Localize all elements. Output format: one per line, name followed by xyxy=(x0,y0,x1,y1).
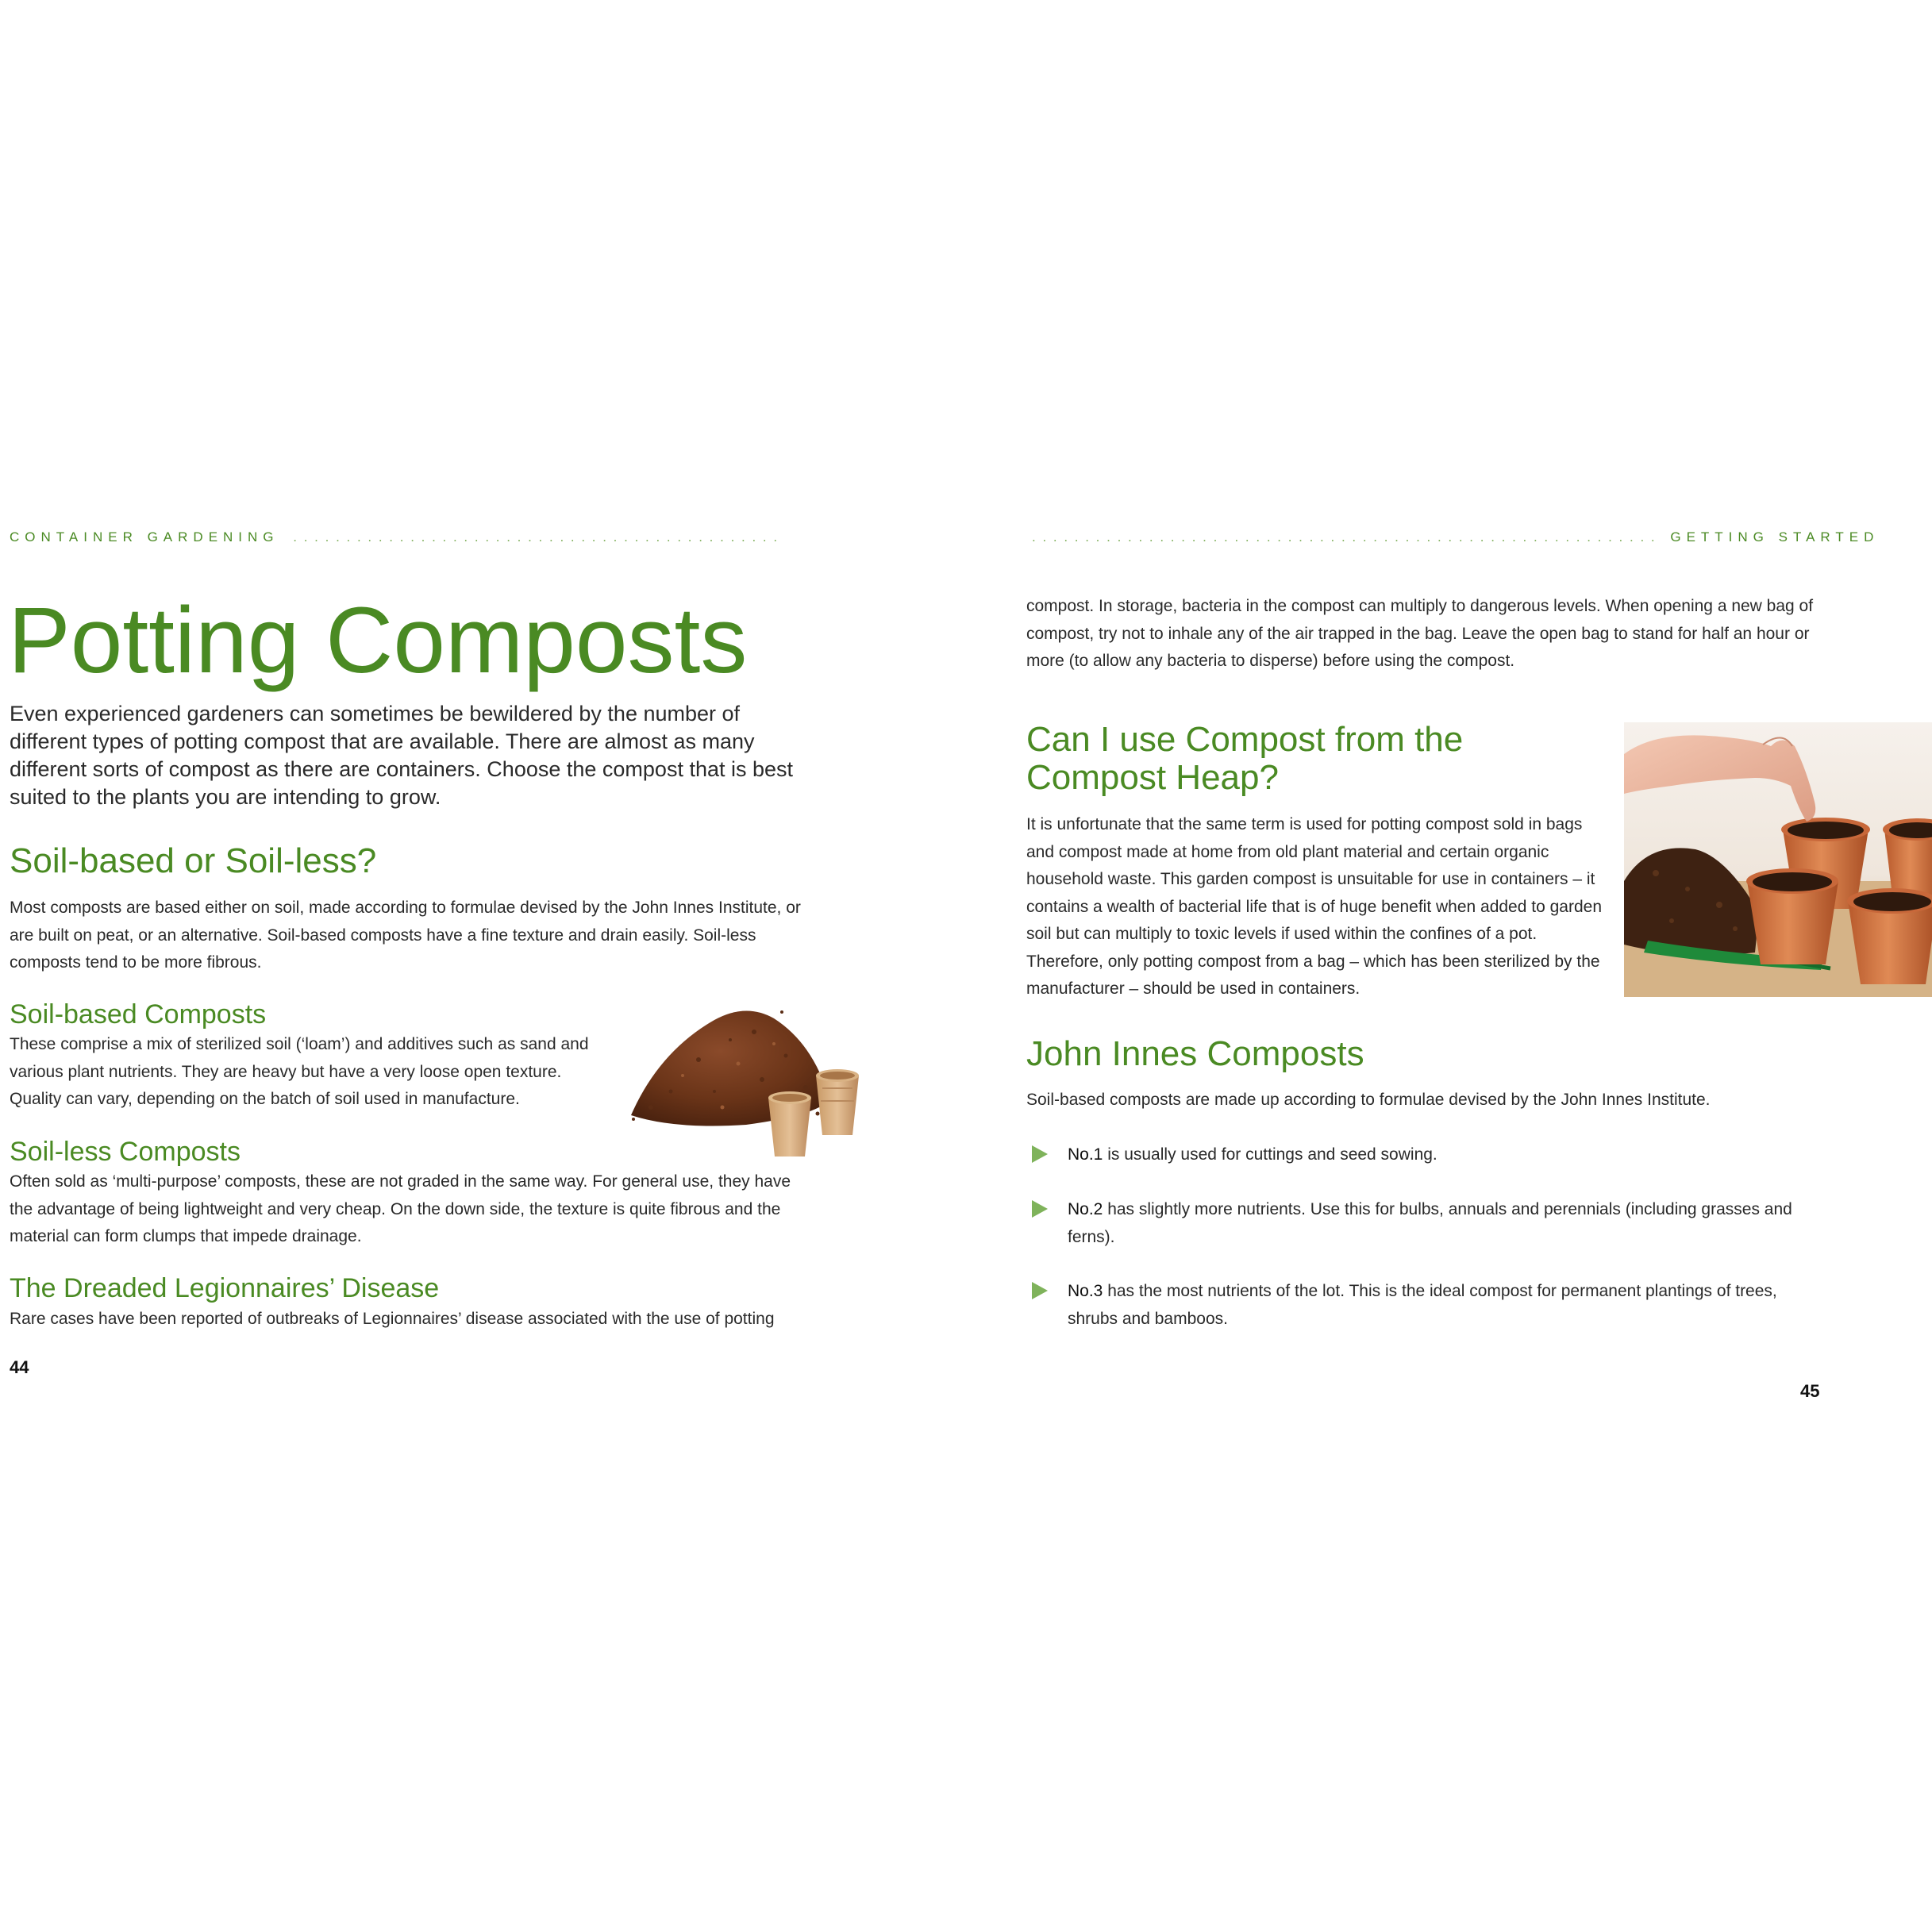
list-item-text xyxy=(1068,1196,1810,1251)
intro-paragraph: Even experienced gardeners can sometimes be bewildered by the number of different types of potting compost that are available. There are almost as many different sorts of compost as there are containers. Choose the compost that is best suited to the plants you are intending to grow. xyxy=(10,702,794,809)
list-item xyxy=(1032,1141,1810,1169)
paragraph-legionnaires-disease: Rare cases have been reported of outbreaks of Legionnaires’ disease associated with the use of potting xyxy=(10,1310,775,1328)
list-item-text xyxy=(1068,1141,1437,1169)
pots-image xyxy=(1624,722,1932,997)
heading-compost-heap-line2: Compost Heap? xyxy=(1026,758,1279,797)
heading-soil-based-composts: Soil-based Composts xyxy=(10,999,267,1030)
running-head-right-dots: . . . . . . . . . . . . . . . . . . . . . . . . . . . . . . . . . . . . . . . . . . . . . . . . . . . . . . . . . . . xyxy=(1032,529,1657,545)
running-head-right xyxy=(1032,529,1879,545)
list-item-label: No.3 xyxy=(1068,1282,1103,1300)
paragraph-soil-based-or-soil-less: Most composts are based either on soil, made according to formulae devised by the John Innes Institute, or are built on peat, or an alternative. Soil-based composts have a fine texture and drain easily. Soil-less composts tend to be more fibrous. xyxy=(10,899,801,972)
triangle-bullet-icon xyxy=(1032,1282,1048,1299)
triangle-bullet-icon xyxy=(1032,1145,1048,1163)
paragraph-continued: compost. In storage, bacteria in the compost can multiply to dangerous levels. When opening a new bag of compost, try not to inhale any of the air trapped in the bag. Leave the open bag to stand for half an hour or more (to allow any bacteria to disperse) before using the compost. xyxy=(1026,597,1814,670)
paragraph-soil-based-composts: These comprise a mix of sterilized soil (‘loam’) and additives such as sand and various plant nutrients. They are heavy but have a very loose open texture. Quality can vary, depending on the batch of soil used in manufacture. xyxy=(10,1035,589,1108)
paragraph-compost-heap: It is unfortunate that the same term is used for potting compost sold in bags and compost made at home from old plant material and certain organic household waste. This garden compost is unsuitable for use in containers – it contains a wealth of bacterial life that is of huge benefit when added to garden soil but can multiply to toxic levels if used within the confines of a pot. Therefore, only potting compost from a bag – which has been sterilized by the manufacturer – should be used in containers. xyxy=(1026,815,1602,998)
list-item-label: No.2 xyxy=(1068,1200,1103,1218)
page-number-right: 45 xyxy=(1800,1381,1820,1401)
heading-soil-less-composts: Soil-less Composts xyxy=(10,1137,241,1167)
running-head-left-dots: . . . . . . . . . . . . . . . . . . . . . . . . . . . . . . . . . . . . . . . . . . . . . . xyxy=(293,529,779,545)
page-number-left: 44 xyxy=(10,1357,29,1377)
list-item-description: is usually used for cuttings and seed sowing. xyxy=(1103,1145,1437,1164)
compost-pile-image xyxy=(627,996,873,1167)
list-item-text xyxy=(1068,1278,1810,1333)
list-item xyxy=(1032,1196,1810,1251)
running-head-right-text: GETTING STARTED xyxy=(1670,529,1880,545)
heading-compost-heap-line1: Can I use Compost from the xyxy=(1026,720,1464,759)
heading-compost-heap xyxy=(1026,721,1463,797)
list-item xyxy=(1032,1278,1810,1333)
list-item-description: has the most nutrients of the lot. This is the ideal compost for permanent plantings of trees, shrubs and bamboos. xyxy=(1068,1282,1777,1328)
heading-john-innes-composts: John Innes Composts xyxy=(1026,1034,1364,1073)
heading-legionnaires-disease: The Dreaded Legionnaires’ Disease xyxy=(10,1273,440,1303)
running-head-left-text: CONTAINER GARDENING xyxy=(10,529,279,545)
page-title: Potting Composts xyxy=(8,588,748,693)
running-head-left xyxy=(10,529,779,545)
paragraph-john-innes-composts: Soil-based composts are made up according to formulae devised by the John Innes Institute. xyxy=(1026,1091,1711,1109)
list-item-description: has slightly more nutrients. Use this for bulbs, annuals and perennials (including grasses and ferns). xyxy=(1068,1200,1792,1246)
paragraph-soil-less-composts: Often sold as ‘multi-purpose’ composts, these are not graded in the same way. For general use, they have the advantage of being lightweight and very cheap. On the down side, the texture is quite fibrous and the material can form clumps that impede drainage. xyxy=(10,1172,791,1245)
heading-soil-based-or-soil-less: Soil-based or Soil-less? xyxy=(10,841,377,880)
list-item-label: No.1 xyxy=(1068,1145,1103,1164)
triangle-bullet-icon xyxy=(1032,1200,1048,1218)
